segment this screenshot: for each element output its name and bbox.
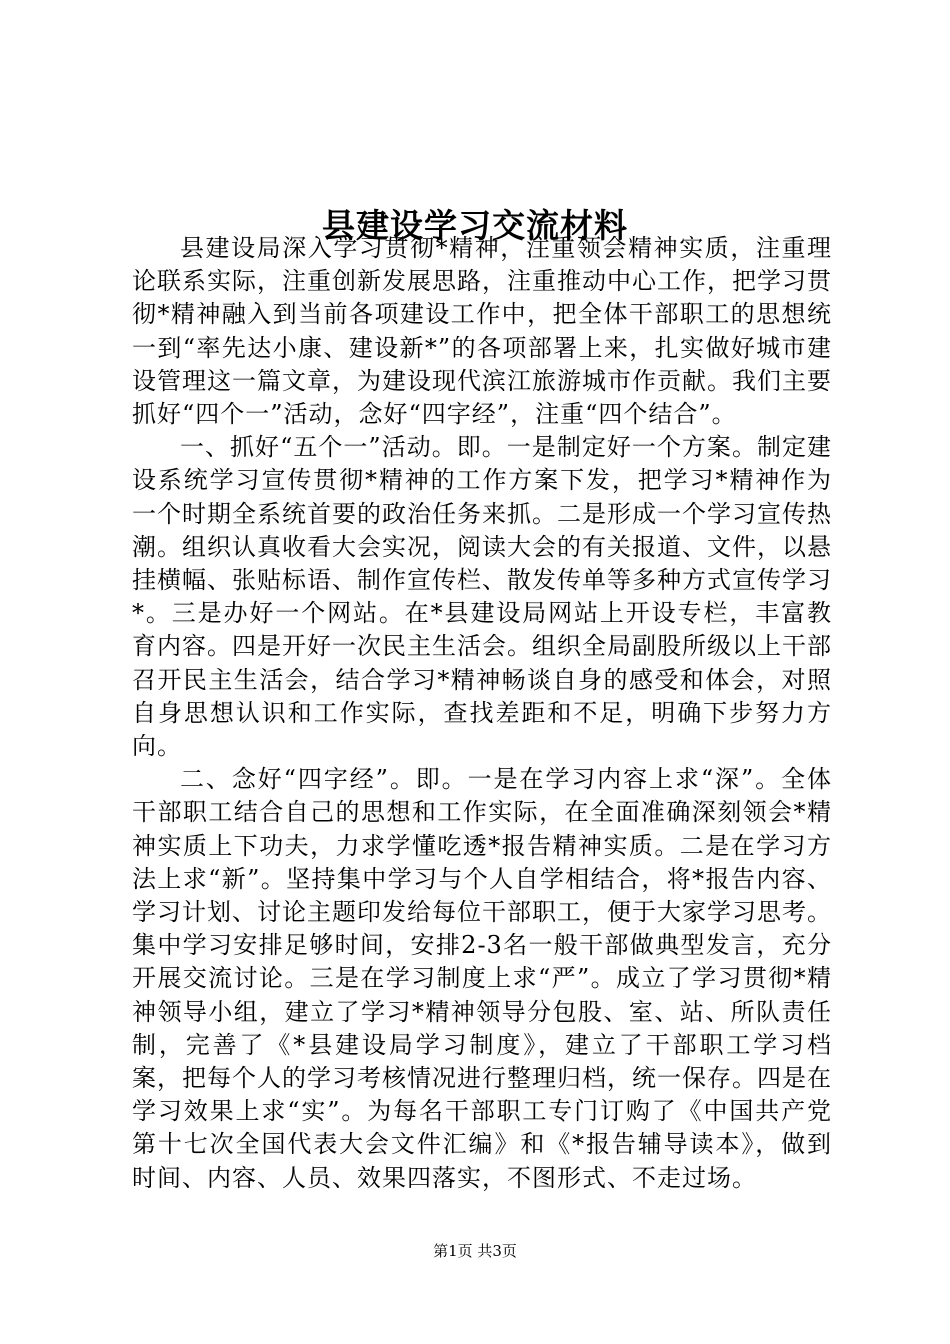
page-number-footer: 第1页 共3页 — [433, 1242, 517, 1260]
document-body — [132, 232, 832, 1195]
paragraph-intro: 县建设局深入学习贯彻*精神，注重领会精神实质，注重理论联系实际，注重创新发展思路，注重推动中心工作，把学习贯彻*精神融入到当前各项建设工作中，把全体干部职工的思想统一到“率先达小康、建设新*”的各项部署上来，扎实做好城市建设管理这一篇文章，为建设现代滨江旅游城市作贡献。我们主要抓好“四个一”活动，念好“四字经”，注重“四个结合”。 — [132, 234, 832, 429]
paragraph-section-one: 一、抓好“五个一”活动。即。一是制定好一个方案。制定建设系统学习宣传贯彻*精神的工作方案下发，把学习*精神作为一个时期全系统首要的政治任务来抓。二是形成一个学习宣传热潮。组织认真收看大会实况，阅读大会的有关报道、文件，以悬挂横幅、张贴标语、制作宣传栏、散发传单等多种方式宣传学习*。三是办好一个网站。在*县建设局网站上开设专栏，丰富教育内容。四是开好一次民主生活会。组织全局副股所级以上干部召开民主生活会，结合学习*精神畅谈自身的感受和体会，对照自身思想认识和工作实际，查找差距和不足，明确下步努力方向。 — [132, 433, 832, 761]
paragraph-section-two: 二、念好“四字经”。即。一是在学习内容上求“深”。全体干部职工结合自己的思想和工作实际，在全面准确深刻领会*精神实质上下功夫，力求学懂吃透*报告精神实质。二是在学习方法上求“新”。坚持集中学习与个人自学相结合，将*报告内容、学习计划、讨论主题印发给每位干部职工，便于大家学习思考。集中学习安排足够时间，安排2-3名一般干部做典型发言，充分开展交流讨论。三是在学习制度上求“严”。成立了学习贯彻*精神领导小组，建立了学习*精神领导分包股、室、站、所队责任制，完善了《*县建设局学习制度》，建立了干部职工学习档案，把每个人的学习考核情况进行整理归档，统一保存。四是在学习效果上求“实”。为每名干部职工专门订购了《中国共产党第十七次全国代表大会文件汇编》和《*报告辅导读本》，做到时间、内容、人员、效果四落实，不图形式、不走过场。 — [132, 765, 832, 1192]
document-title: 县建设学习交流材料 — [322, 206, 628, 246]
